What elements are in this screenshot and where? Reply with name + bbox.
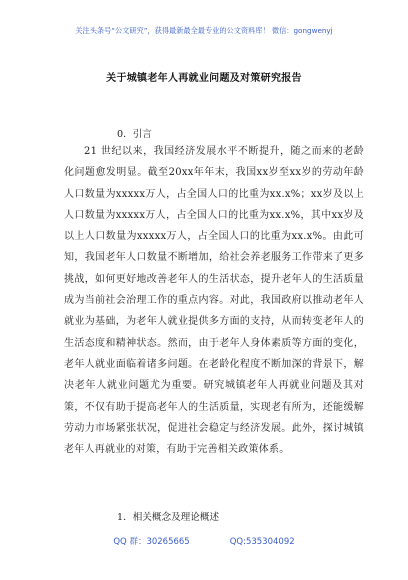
footer-contacts — [0, 535, 408, 547]
section-heading-concepts: 1．相关概念及理论概述 — [117, 512, 220, 523]
qq-number: QQ:535304092 — [229, 537, 295, 547]
body-paragraph: 21 世纪以来，我国经济发展水平不断提升，随之而来的老龄化问题愈发明显。截至20xx年年末，我国xx岁至xx岁的劳动年龄人口数量为xxxxx万人，占全国人口的比重为xx.x%；xx岁及以上人口数量为xxxxx万人，占全国人口的比重为xx.x%，其中xx岁及以上人口数量为xxxxx万人，占全国人口的比重为xx.x%。由此可知，我国老年人口数量不断增加，给社会养老服务工作带来了更多挑战，如何更好地改善老年人的生活状态，提升老年人的生活质量成为当前社会治理工作的重点内容。对此，我国政府以推动老年人就业为基础，为老年人就业提供多方面的支持，从而转变老年人的生活态度和精神状态。然而，由于老年人身体素质等方面的变化，老年人就业面临着诸多问题。在老龄化程度不断加深的背景下，解决老年人就业问题尤为重要。研究城镇老年人再就业问题及其对策，不仅有助于提高老年人的生活质量，实现老有所为，还能缓解劳动力市场紧张状况，促进社会稳定与经济发展。此外，探讨城镇老年人再就业的对策，有助于完善相关政策体系。 — [64, 146, 364, 456]
section-heading-introduction: 0．引言 — [117, 129, 152, 140]
document-title: 关于城镇老年人再就业问题及对策研究报告 — [106, 73, 302, 84]
header-promo-banner: 关注头条号“公文研究”，获得最新最全最专业的公文资料库！ 微信：gongwenyj — [75, 26, 333, 35]
qq-group-number: QQ 群：30265665 — [113, 537, 190, 547]
